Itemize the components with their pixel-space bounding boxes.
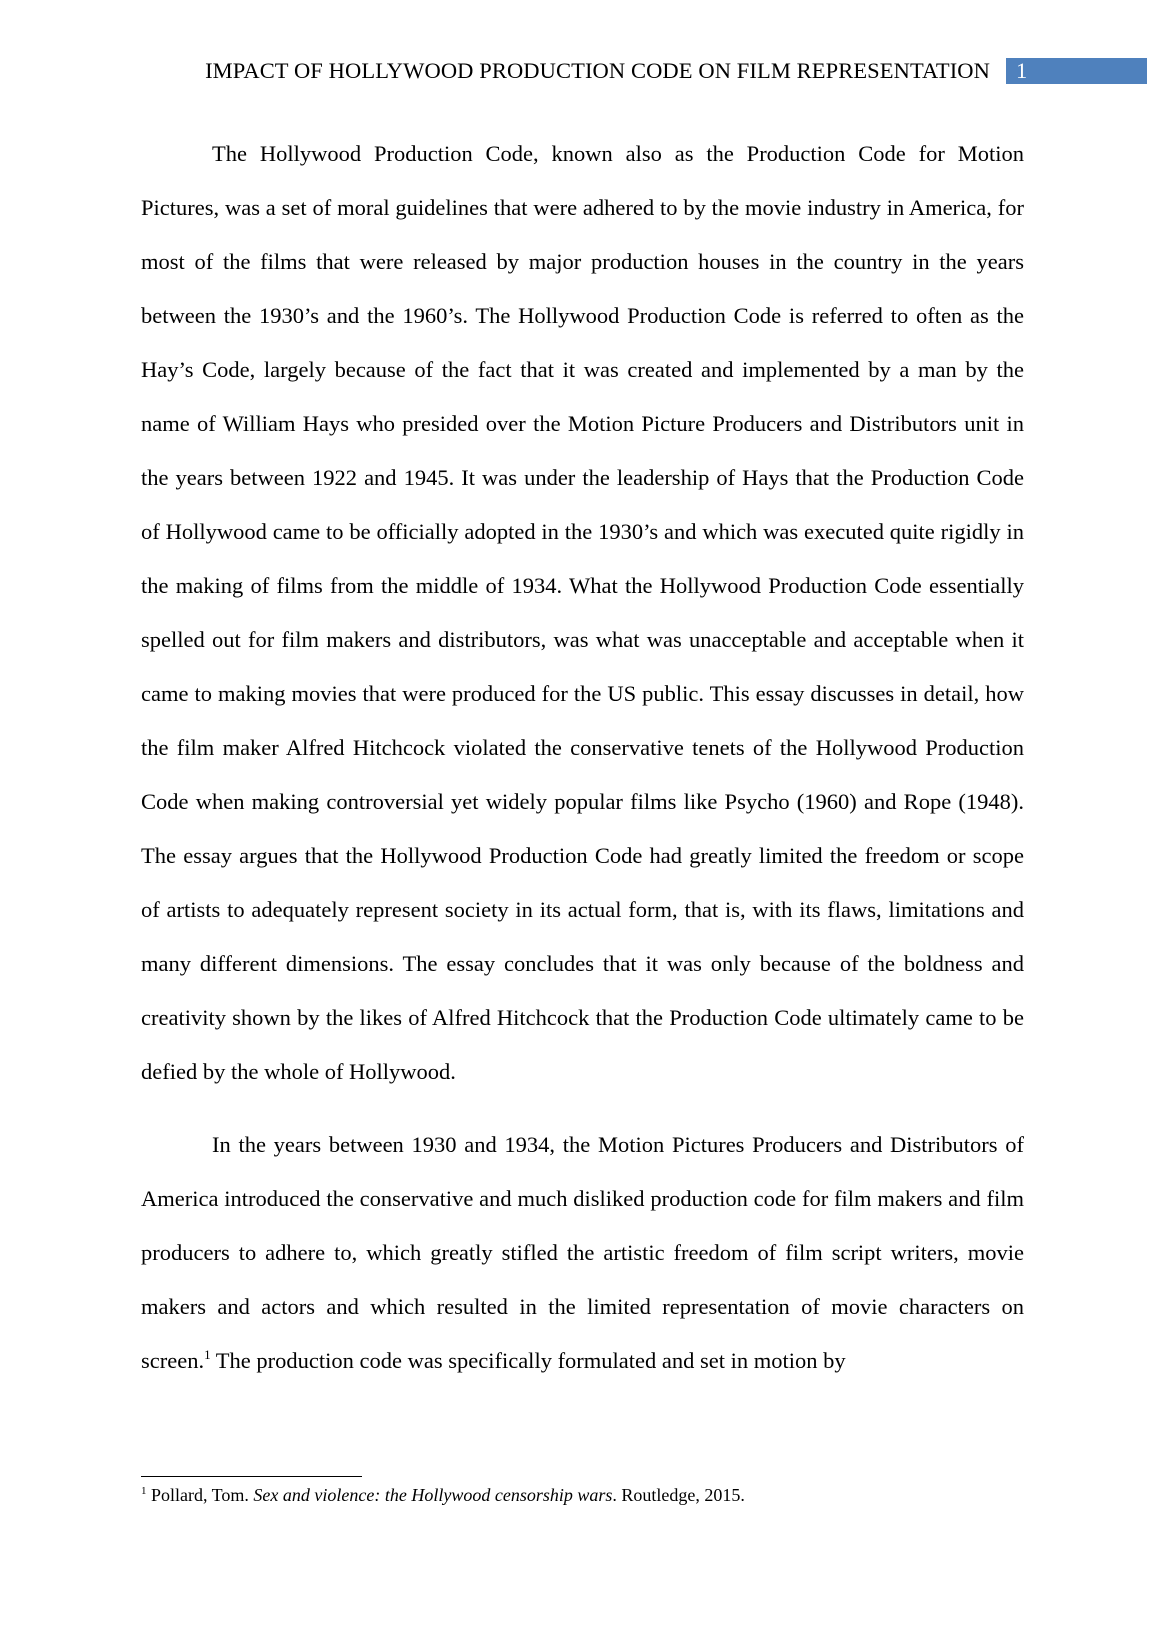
paragraph-2-text-start: In the years between 1930 and 1934, the Motion Pictures Producers and Distributors of America introduced the conservative and much disliked production code for film makers and film producers to adhere to, which greatly stifled the artistic freedom of film script writers, movie makers and actors and which resulted in the limited representation of movie characters on screen. xyxy=(141,1132,1024,1373)
running-head-title: IMPACT OF HOLLYWOOD PRODUCTION CODE ON FILM REPRESENTATION xyxy=(205,58,990,83)
footnote-reference[interactable]: 1 xyxy=(204,1347,211,1362)
footnote-book-title: Sex and violence: the Hollywood censorship wars xyxy=(253,1485,613,1505)
footnote-separator xyxy=(141,1476,362,1477)
footnote-marker: 1 xyxy=(141,1485,147,1497)
body-paragraph-1: The Hollywood Production Code, known also as the Production Code for Motion Pictures, was a set of moral guidelines that were adhered to by the movie industry in America, for most of the films that were released by major production houses in the country in the years between the 1930’s and the 1960’s. The Hollywood Production Code is referred to often as the Hay’s Code, largely because of the fact that it was created and implemented by a man by the name of William Hays who presided over the Motion Picture Producers and Distributors unit in the years between 1922 and 1945. It was under the leadership of Hays that the Production Code of Hollywood came to be officially adopted in the 1930’s and which was executed quite rigidly in the making of films from the middle of 1934. What the Hollywood Production Code essentially spelled out for film makers and distributors, was what was unacceptable and acceptable when it came to making movies that were produced for the US public. This essay discusses in detail, how the film maker Alfred Hitchcock violated the conservative tenets of the Hollywood Production Code when making controversial yet widely popular films like Psycho (1960) and Rope (1948). The essay argues that the Hollywood Production Code had greatly limited the freedom or scope of artists to adequately represent society in its actual form, that is, with its flaws, limitations and many different dimensions. The essay concludes that it was only because of the boldness and creativity shown by the likes of Alfred Hitchcock that the Production Code ultimately came to be defied by the whole of Hollywood. xyxy=(141,141,1024,1084)
paragraph-2-text-end: The production code was specifically formulated and set in motion by xyxy=(210,1348,846,1373)
body-paragraph-2 xyxy=(141,1118,1024,1388)
document-body xyxy=(141,127,1024,1388)
page-number-badge xyxy=(1006,58,1147,84)
page-number: 1 xyxy=(1016,58,1028,83)
footnote xyxy=(141,1483,1041,1507)
footnote-publisher: . Routledge, 2015. xyxy=(612,1485,745,1505)
footnote-author: Pollard, Tom. xyxy=(146,1485,254,1505)
page-header xyxy=(0,57,1158,85)
